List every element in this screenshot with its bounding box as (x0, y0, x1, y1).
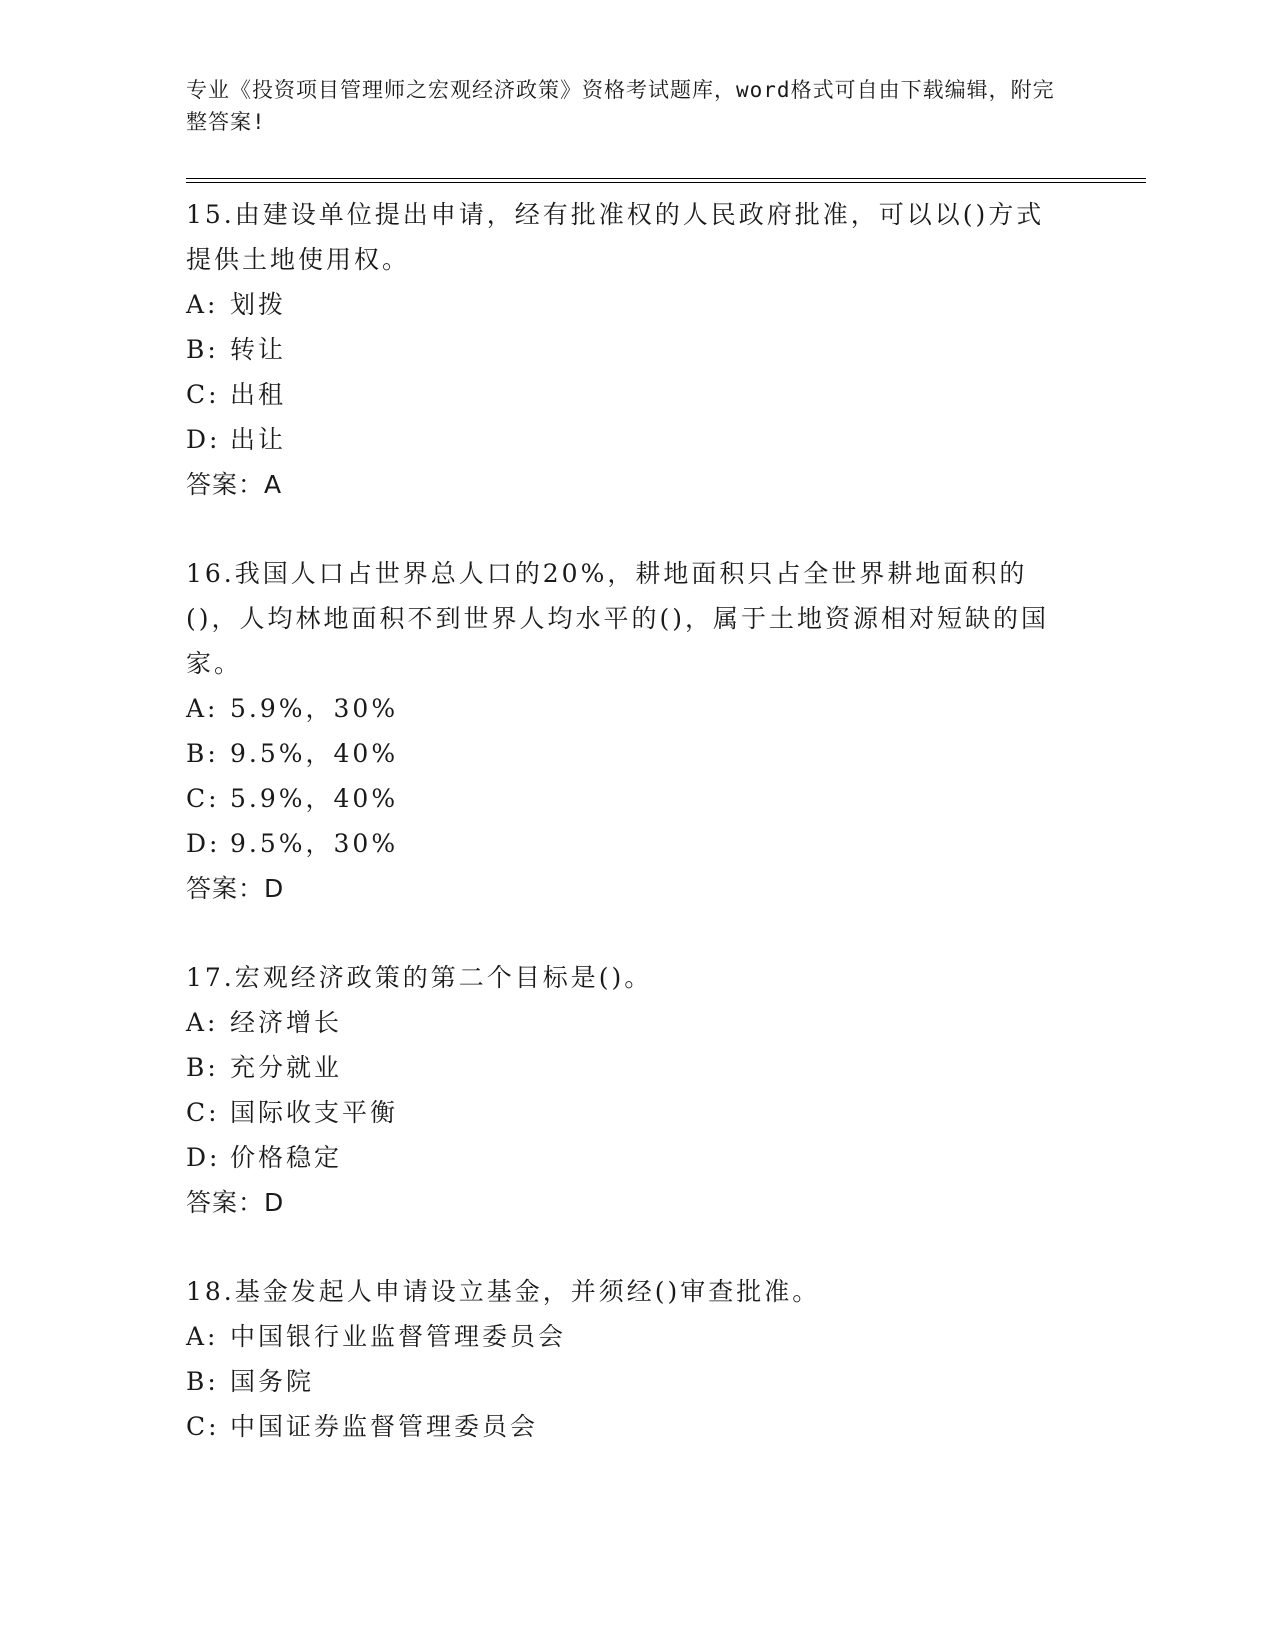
option-letter: D: (186, 1143, 221, 1172)
option-letter: C: (186, 1412, 220, 1441)
option-letter: A: (186, 1322, 219, 1351)
option-text: 中国证券监督管理委员会 (230, 1412, 539, 1441)
option-a (186, 686, 1066, 731)
option-text: 国际收支平衡 (230, 1098, 399, 1127)
option-b (186, 1045, 1066, 1090)
option-a (186, 282, 1066, 327)
option-b (186, 731, 1066, 776)
option-text: 出租 (230, 380, 287, 409)
option-text: 价格稳定 (230, 1143, 343, 1172)
question-15 (186, 192, 1066, 507)
option-letter: B: (186, 1053, 219, 1082)
question-16 (186, 551, 1066, 911)
header-divider (186, 178, 1146, 183)
option-text: 9.5%，40% (230, 739, 399, 768)
question-text: 16.我国人口占世界总人口的20%，耕地面积只占全世界耕地面积的()，人均林地面积不到世界人均水平的()，属于土地资源相对短缺的国家。 (186, 559, 1050, 678)
option-d (186, 1135, 1066, 1180)
option-letter: C: (186, 1098, 220, 1127)
option-c (186, 1404, 1066, 1449)
option-d (186, 821, 1066, 866)
option-b (186, 327, 1066, 372)
option-text: 5.9%，40% (230, 784, 399, 813)
option-text: 出让 (230, 425, 287, 454)
option-letter: B: (186, 739, 219, 768)
option-text: 经济增长 (230, 1008, 343, 1037)
option-text: 充分就业 (230, 1053, 343, 1082)
document-header: 专业《投资项目管理师之宏观经济政策》资格考试题库，word格式可自由下载编辑，附完整答案! (186, 78, 1055, 134)
option-a (186, 1000, 1066, 1045)
question-17 (186, 955, 1066, 1225)
option-text: 国务院 (230, 1367, 315, 1396)
answer-line: 答案：D (186, 1188, 285, 1217)
option-letter: B: (186, 1367, 219, 1396)
option-letter: D: (186, 425, 221, 454)
option-letter: A: (186, 290, 219, 319)
option-a (186, 1314, 1066, 1359)
option-letter: D: (186, 829, 221, 858)
option-letter: A: (186, 694, 219, 723)
option-c (186, 776, 1066, 821)
option-letter: C: (186, 380, 220, 409)
question-text: 17.宏观经济政策的第二个目标是()。 (186, 963, 653, 992)
option-b (186, 1359, 1066, 1404)
option-c (186, 1090, 1066, 1135)
option-text: 中国银行业监督管理委员会 (230, 1322, 567, 1351)
question-18 (186, 1269, 1066, 1449)
option-text: 转让 (230, 335, 287, 364)
option-text: 划拨 (230, 290, 287, 319)
option-text: 5.9%，30% (230, 694, 399, 723)
question-text: 18.基金发起人申请设立基金，并须经()审查批准。 (186, 1277, 821, 1306)
answer-line: 答案：A (186, 470, 283, 499)
option-text: 9.5%，30% (230, 829, 399, 858)
option-d (186, 417, 1066, 462)
option-letter: B: (186, 335, 219, 364)
question-text: 15.由建设单位提出申请，经有批准权的人民政府批准，可以以()方式提供土地使用权。 (186, 200, 1045, 274)
option-letter: A: (186, 1008, 219, 1037)
answer-line: 答案：D (186, 874, 285, 903)
option-c (186, 372, 1066, 417)
option-letter: C: (186, 784, 220, 813)
question-list (186, 192, 1066, 1493)
